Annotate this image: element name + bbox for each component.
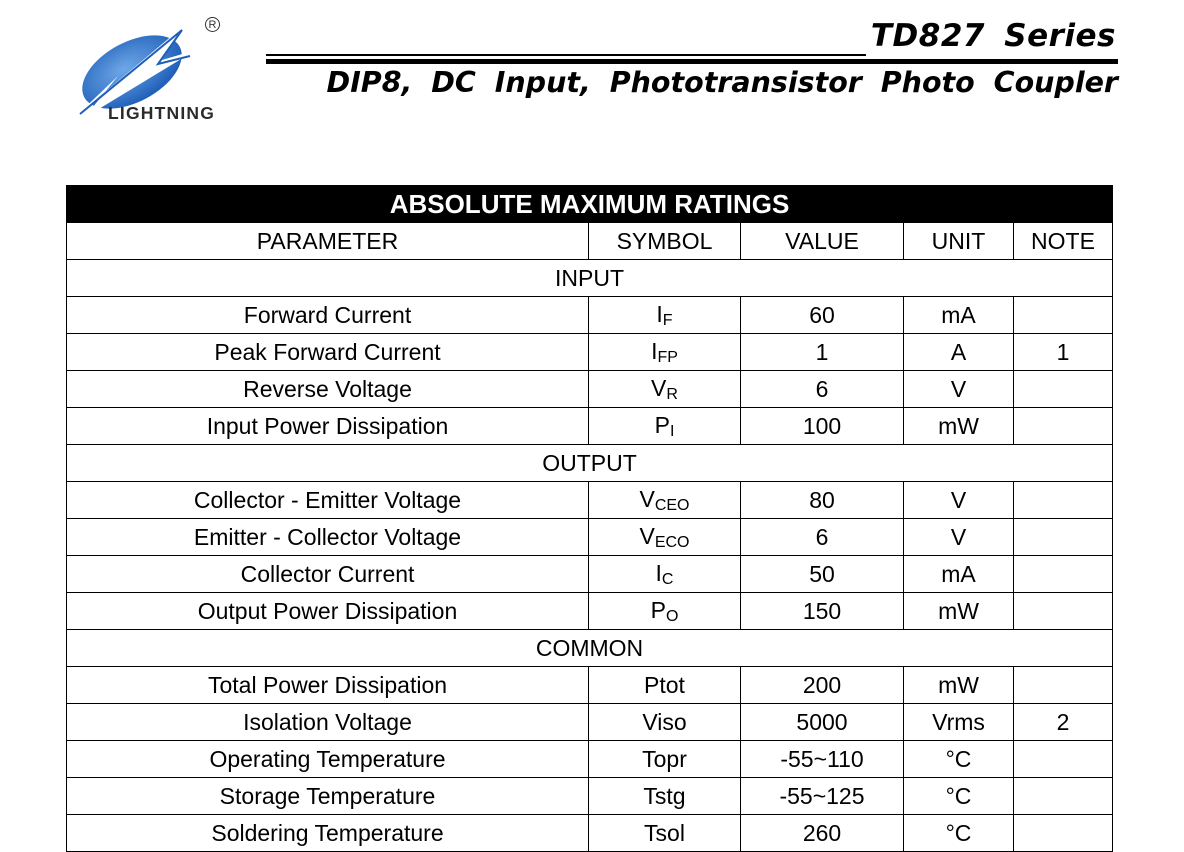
note-cell xyxy=(1014,593,1113,630)
table-row xyxy=(67,741,1113,778)
table-row xyxy=(67,519,1113,556)
registered-mark: R xyxy=(205,17,220,32)
parameter-cell: Storage Temperature xyxy=(67,778,589,815)
header-rule-thick xyxy=(266,59,1118,64)
symbol-base: I xyxy=(651,337,658,364)
value-cell: 260 xyxy=(741,815,904,852)
table-row xyxy=(67,334,1113,371)
column-header-parameter: PARAMETER xyxy=(67,223,589,260)
unit-cell: Vrms xyxy=(904,704,1014,741)
table-title: ABSOLUTE MAXIMUM RATINGS xyxy=(67,186,1113,223)
value-cell: -55~125 xyxy=(741,778,904,815)
unit-cell: °C xyxy=(904,815,1014,852)
note-cell: 1 xyxy=(1014,334,1113,371)
symbol-base: I xyxy=(656,300,663,327)
note-cell xyxy=(1014,408,1113,445)
value-cell: 200 xyxy=(741,667,904,704)
value-cell: 60 xyxy=(741,297,904,334)
symbol-cell xyxy=(589,334,741,371)
series-title: TD827 Series xyxy=(870,18,1116,54)
table-row xyxy=(67,297,1113,334)
unit-cell: mA xyxy=(904,556,1014,593)
value-cell: 5000 xyxy=(741,704,904,741)
document-subtitle: DIP8, DC Input, Phototransistor Photo Coupler xyxy=(326,66,1118,99)
value-cell: 80 xyxy=(741,482,904,519)
table-row xyxy=(67,556,1113,593)
section-row-common xyxy=(67,630,1113,667)
symbol-base: I xyxy=(655,559,662,586)
value-cell: 1 xyxy=(741,334,904,371)
note-cell xyxy=(1014,297,1113,334)
note-cell xyxy=(1014,667,1113,704)
table-row xyxy=(67,593,1113,630)
symbol-base: Viso xyxy=(642,708,687,735)
table-body xyxy=(67,260,1113,852)
unit-cell: V xyxy=(904,519,1014,556)
table-row xyxy=(67,778,1113,815)
unit-cell: V xyxy=(904,371,1014,408)
symbol-cell xyxy=(589,371,741,408)
table-row xyxy=(67,371,1113,408)
symbol-base: Topr xyxy=(642,745,687,772)
symbol-cell xyxy=(589,519,741,556)
symbol-cell xyxy=(589,593,741,630)
note-cell xyxy=(1014,371,1113,408)
parameter-cell: Operating Temperature xyxy=(67,741,589,778)
symbol-base: Ptot xyxy=(644,671,685,698)
unit-cell: mW xyxy=(904,593,1014,630)
table-row xyxy=(67,667,1113,704)
symbol-subscript: FP xyxy=(657,348,678,366)
section-label: COMMON xyxy=(67,630,1113,667)
note-cell: 2 xyxy=(1014,704,1113,741)
table-row xyxy=(67,704,1113,741)
note-cell xyxy=(1014,519,1113,556)
note-cell xyxy=(1014,482,1113,519)
symbol-cell xyxy=(589,408,741,445)
header-rule-thin xyxy=(266,54,866,56)
table-header-row xyxy=(67,223,1113,260)
absolute-maximum-ratings-table xyxy=(66,185,1113,852)
section-label: OUTPUT xyxy=(67,445,1113,482)
unit-cell: mW xyxy=(904,667,1014,704)
brand-name: LIGHTNING xyxy=(108,103,216,123)
parameter-cell: Soldering Temperature xyxy=(67,815,589,852)
table-row xyxy=(67,482,1113,519)
symbol-base: V xyxy=(639,522,655,549)
symbol-base: V xyxy=(651,374,667,401)
parameter-cell: Peak Forward Current xyxy=(67,334,589,371)
unit-cell: °C xyxy=(904,741,1014,778)
value-cell: 100 xyxy=(741,408,904,445)
note-cell xyxy=(1014,741,1113,778)
unit-cell: mA xyxy=(904,297,1014,334)
value-cell: 50 xyxy=(741,556,904,593)
table-row xyxy=(67,408,1113,445)
parameter-cell: Forward Current xyxy=(67,297,589,334)
parameter-cell: Isolation Voltage xyxy=(67,704,589,741)
symbol-cell xyxy=(589,667,741,704)
symbol-cell xyxy=(589,297,741,334)
parameter-cell: Output Power Dissipation xyxy=(67,593,589,630)
section-label: INPUT xyxy=(67,260,1113,297)
value-cell: 6 xyxy=(741,371,904,408)
value-cell: 6 xyxy=(741,519,904,556)
parameter-cell: Input Power Dissipation xyxy=(67,408,589,445)
symbol-subscript: O xyxy=(665,607,679,625)
symbol-cell xyxy=(589,778,741,815)
note-cell xyxy=(1014,556,1113,593)
section-row-input xyxy=(67,260,1113,297)
value-cell: -55~110 xyxy=(741,741,904,778)
symbol-cell xyxy=(589,741,741,778)
symbol-subscript: R xyxy=(666,385,678,403)
symbol-subscript: C xyxy=(661,570,674,588)
lightning-logo xyxy=(66,14,246,126)
symbol-base: Tsol xyxy=(644,819,685,846)
column-header-unit: UNIT xyxy=(904,223,1014,260)
parameter-cell: Collector - Emitter Voltage xyxy=(67,482,589,519)
unit-cell: °C xyxy=(904,778,1014,815)
symbol-cell xyxy=(589,482,741,519)
parameter-cell: Total Power Dissipation xyxy=(67,667,589,704)
parameter-cell: Reverse Voltage xyxy=(67,371,589,408)
section-row-output xyxy=(67,445,1113,482)
column-header-symbol: SYMBOL xyxy=(589,223,741,260)
value-cell: 150 xyxy=(741,593,904,630)
unit-cell: A xyxy=(904,334,1014,371)
column-header-note: NOTE xyxy=(1014,223,1113,260)
symbol-cell xyxy=(589,704,741,741)
symbol-subscript: ECO xyxy=(654,533,690,551)
unit-cell: mW xyxy=(904,408,1014,445)
note-cell xyxy=(1014,778,1113,815)
symbol-base: Tstg xyxy=(643,782,686,809)
symbol-base: P xyxy=(650,596,666,623)
symbol-subscript: CEO xyxy=(654,496,690,514)
symbol-subscript: F xyxy=(662,311,673,329)
parameter-cell: Emitter - Collector Voltage xyxy=(67,519,589,556)
column-header-value: VALUE xyxy=(741,223,904,260)
symbol-subscript: I xyxy=(669,422,675,440)
symbol-base: P xyxy=(654,411,670,438)
symbol-cell xyxy=(589,556,741,593)
unit-cell: V xyxy=(904,482,1014,519)
parameter-cell: Collector Current xyxy=(67,556,589,593)
symbol-base: V xyxy=(639,485,655,512)
